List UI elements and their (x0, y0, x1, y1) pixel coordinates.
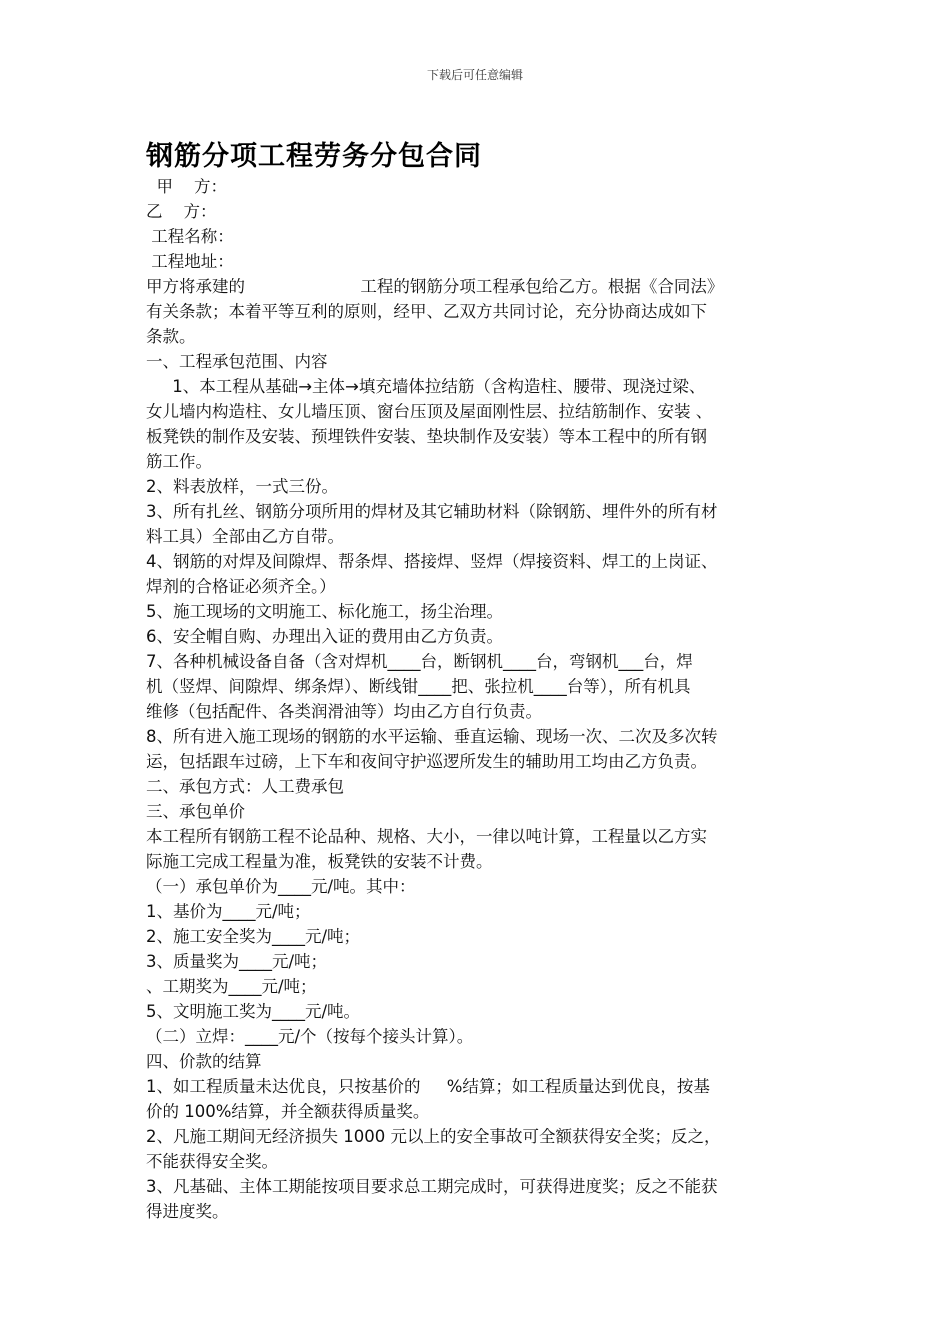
document-line: 价的 100%结算，并全额获得质量奖。 (146, 1102, 430, 1121)
document-line: 8、所有进入施工现场的钢筋的水平运输、垂直运输、现场一次、二次及多次转 (146, 727, 718, 746)
document-line: 条款。 (146, 327, 196, 346)
document-line: 3、所有扎丝、钢筋分项所用的焊材及其它辅助材料（除钢筋、埋件外的所有材 (146, 502, 718, 521)
document-line: 1、基价为____元/吨； (146, 902, 311, 921)
document-line: 5、文明施工奖为____元/吨。 (146, 1002, 361, 1021)
document-line: 3、凡基础、主体工期能按项目要求总工期完成时，可获得进度奖；反之不能获 (146, 1177, 718, 1196)
document-line: 甲方将承建的 工程的钢筋分项工程承包给乙方。根据《合同法》 (146, 277, 724, 296)
document-line: 、工期奖为____元/吨； (146, 977, 317, 996)
document-line: 2、凡施工期间无经济损失 1000 元以上的安全事故可全额获得安全奖；反之， (146, 1127, 721, 1146)
document-line: 一、工程承包范围、内容 (146, 352, 328, 371)
document-line: 4、钢筋的对焊及间隙焊、帮条焊、搭接焊、竖焊（焊接资料、焊工的上岗证、 (146, 552, 718, 571)
document-line: 6、安全帽自购、办理出入证的费用由乙方负责。 (146, 627, 503, 646)
document-title: 钢筋分项工程劳务分包合同 (146, 141, 482, 172)
document-line: 2、料表放样，一式三份。 (146, 477, 338, 496)
document-line: 际施工完成工程量为准，板凳铁的安装不计费。 (146, 852, 493, 871)
document-line: 运，包括跟车过磅，上下车和夜间守护巡逻所发生的辅助用工均由乙方负责。 (146, 752, 707, 771)
document-line: 乙 方： (146, 202, 217, 221)
document-line: 焊剂的合格证必须齐全。） (146, 577, 336, 596)
document-line: （二）立焊：____元/个（按每个接头计算）。 (146, 1027, 474, 1046)
document-line: 料工具）全部由乙方自带。 (146, 527, 344, 546)
document-line: 维修（包括配件、各类润滑油等）均由乙方自行负责。 (146, 702, 542, 721)
document-line: 5、施工现场的文明施工、标化施工，扬尘治理。 (146, 602, 503, 621)
document-line: 3、质量奖为____元/吨； (146, 952, 328, 971)
document-line: 不能获得安全奖。 (146, 1152, 278, 1171)
document-line: 本工程所有钢筋工程不论品种、规格、大小，一律以吨计算，工程量以乙方实 (146, 827, 707, 846)
page-header-note: 下载后可任意编辑 (426, 68, 523, 82)
document-line: 机（竖焊、间隙焊、绑条焊）、断线钳____把、张拉机____台等），所有机具 (146, 677, 691, 696)
document-line: 四、价款的结算 (146, 1052, 262, 1071)
document-line: 1、如工程质量未达优良，只按基价的 %结算；如工程质量达到优良，按基 (146, 1077, 710, 1096)
document-line: （一）承包单价为____元/吨。其中： (146, 877, 416, 896)
document-body (146, 174, 814, 1224)
document-line: 筋工作。 (146, 452, 212, 471)
document-line: 二、承包方式：人工费承包 (146, 777, 344, 796)
document-line: 7、各种机械设备自备（含对焊机____台，断钢机____台，弯钢机___台，焊 (146, 652, 693, 671)
document-line: 女儿墙内构造柱、女儿墙压顶、窗台压顶及屋面刚性层、拉结筋制作、安装 、 (146, 402, 713, 421)
document-line: 三、承包单价 (146, 802, 245, 821)
document-line: 有关条款；本着平等互利的原则，经甲、乙双方共同讨论，充分协商达成如下 (146, 302, 707, 321)
document-line: 甲 方： (146, 177, 227, 196)
document-line: 工程名称： (146, 227, 234, 246)
document-line: 2、施工安全奖为____元/吨； (146, 927, 361, 946)
document-line: 1、本工程从基础→主体→填充墙体拉结筋（含构造柱、腰带、现浇过梁、 (146, 377, 706, 396)
document-line: 板凳铁的制作及安装、预埋铁件安装、垫块制作及安装）等本工程中的所有钢 (146, 427, 707, 446)
document-line: 工程地址： (146, 252, 234, 271)
document-line: 得进度奖。 (146, 1202, 229, 1221)
